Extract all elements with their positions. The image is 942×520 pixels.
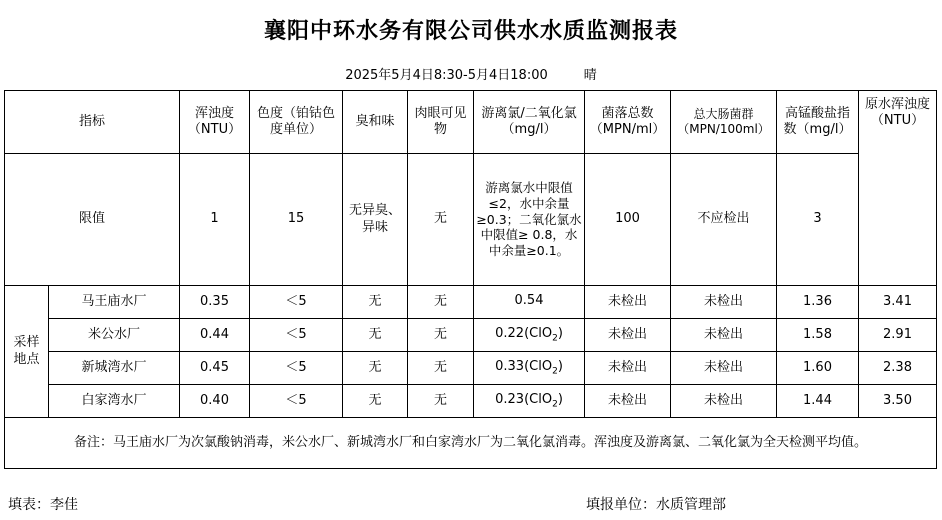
cell-color: ＜5 (250, 319, 343, 352)
limit-label: 限值 (5, 154, 180, 286)
footer-filler: 填表：李佳 (8, 497, 78, 513)
cell-color: ＜5 (250, 385, 343, 418)
chlorine-value: 0.22(ClO (495, 325, 553, 341)
header-chlorine: 游离氯/二氧化氯（mg/l） (474, 91, 585, 154)
cell-bacteria: 未检出 (585, 319, 671, 352)
cell-chlorine (474, 352, 585, 385)
table-row (5, 286, 937, 319)
limit-color: 15 (250, 154, 343, 286)
chlorine-value: 0.54 (514, 292, 544, 308)
report-title: 襄阳中环水务有限公司供水水质监测报表 (263, 19, 678, 44)
cell-permanganate: 1.60 (777, 352, 859, 385)
limit-visible: 无 (408, 154, 474, 286)
cell-bacteria: 未检出 (585, 385, 671, 418)
cell-coliform: 未检出 (671, 319, 777, 352)
chlorine-subscript: 2 (552, 366, 558, 377)
chlorine-close: ) (557, 391, 563, 407)
limit-bacteria: 100 (585, 154, 671, 286)
cell-visible: 无 (408, 319, 474, 352)
cell-turbidity: 0.40 (180, 385, 250, 418)
header-color: 色度（铂钴色度单位） (250, 91, 343, 154)
cell-bacteria: 未检出 (585, 286, 671, 319)
cell-chlorine (474, 385, 585, 418)
cell-visible: 无 (408, 286, 474, 319)
cell-permanganate: 1.44 (777, 385, 859, 418)
cell-coliform: 未检出 (671, 352, 777, 385)
cell-permanganate: 1.36 (777, 286, 859, 319)
cell-color: ＜5 (250, 286, 343, 319)
chlorine-value: 0.33(ClO (495, 358, 553, 374)
limit-chlorine: 游离氯水中限值 ≤2，水中余量≥0.3；二氧化氯水中限值≥ 0.8，水中余量≥0.1。 (474, 154, 585, 286)
header-odor: 臭和味 (343, 91, 408, 154)
cell-raw-turbidity: 2.91 (859, 319, 937, 352)
chlorine-value: 0.23(ClO (495, 391, 553, 407)
chlorine-subscript: 2 (552, 399, 558, 410)
note-text: 备注：马王庙水厂为次氯酸钠消毒，米公水厂、新城湾水厂和白家湾水厂为二氧化氯消毒。浑浊度及游离氯、二氧化氯为全天检测平均值。 (5, 418, 937, 469)
sample-location-label: 采样地点 (5, 286, 49, 418)
chlorine-subscript: 2 (552, 333, 558, 344)
header-row (5, 91, 937, 154)
cell-bacteria: 未检出 (585, 352, 671, 385)
header-turbidity: 浑浊度（NTU） (180, 91, 250, 154)
header-permanganate: 高锰酸盐指数（mg/l） (777, 91, 859, 154)
plant-name: 新城湾水厂 (49, 352, 180, 385)
cell-turbidity: 0.44 (180, 319, 250, 352)
cell-coliform: 未检出 (671, 286, 777, 319)
period-text: 2025年5月4日8:30-5月4日18:00 (345, 68, 548, 83)
cell-chlorine (474, 319, 585, 352)
header-raw-turbidity: 原水浑浊度（NTU） (859, 91, 937, 286)
cell-odor: 无 (343, 385, 408, 418)
weather-text: 晴 (583, 68, 597, 83)
cell-chlorine (474, 286, 585, 319)
header-visible: 肉眼可见物 (408, 91, 474, 154)
table-row (5, 385, 937, 418)
cell-raw-turbidity: 2.38 (859, 352, 937, 385)
chlorine-close: ) (557, 325, 563, 341)
chlorine-close: ) (557, 358, 563, 374)
cell-raw-turbidity: 3.50 (859, 385, 937, 418)
water-quality-table (4, 90, 937, 469)
report-period (0, 64, 942, 83)
cell-odor: 无 (343, 319, 408, 352)
plant-name: 马王庙水厂 (49, 286, 180, 319)
footer-unit: 填报单位：水质管理部 (586, 497, 726, 513)
plant-name: 白家湾水厂 (49, 385, 180, 418)
table-row (5, 352, 937, 385)
cell-odor: 无 (343, 352, 408, 385)
cell-turbidity: 0.35 (180, 286, 250, 319)
header-bacteria: 菌落总数（MPN/ml） (585, 91, 671, 154)
note-row (5, 418, 937, 469)
table-row (5, 319, 937, 352)
limit-odor: 无异臭、异味 (343, 154, 408, 286)
cell-coliform: 未检出 (671, 385, 777, 418)
limit-turbidity: 1 (180, 154, 250, 286)
limit-permanganate: 3 (777, 154, 859, 286)
cell-visible: 无 (408, 352, 474, 385)
plant-name: 米公水厂 (49, 319, 180, 352)
cell-color: ＜5 (250, 352, 343, 385)
header-coliform: 总大肠菌群（MPN/100ml） (671, 91, 777, 154)
limit-coliform: 不应检出 (671, 154, 777, 286)
cell-visible: 无 (408, 385, 474, 418)
cell-turbidity: 0.45 (180, 352, 250, 385)
limit-row (5, 154, 937, 286)
cell-raw-turbidity: 3.41 (859, 286, 937, 319)
cell-permanganate: 1.58 (777, 319, 859, 352)
header-indicator: 指标 (5, 91, 180, 154)
cell-odor: 无 (343, 286, 408, 319)
